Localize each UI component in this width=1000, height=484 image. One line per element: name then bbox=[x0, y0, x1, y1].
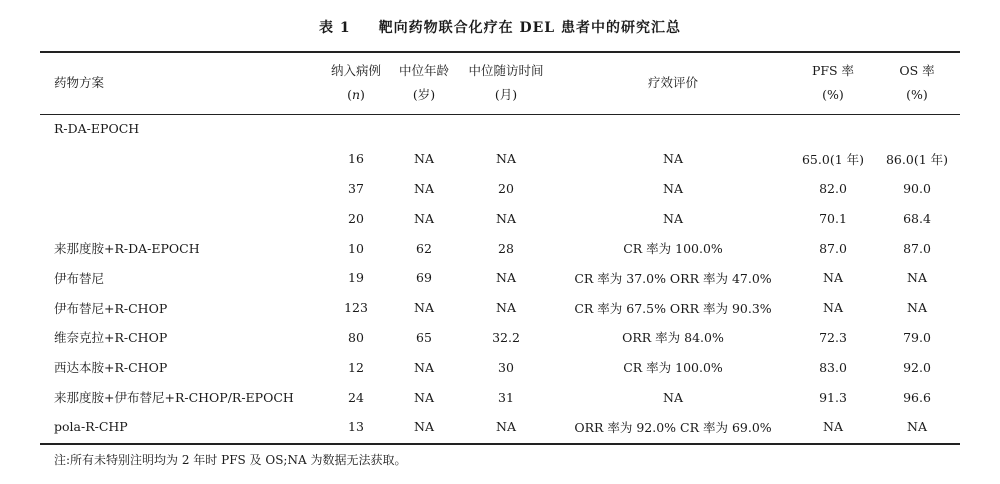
cell-pfs-rate: 83.0 bbox=[819, 359, 847, 375]
table-row bbox=[40, 174, 960, 204]
cell-pfs-rate: 91.3 bbox=[819, 389, 847, 405]
table-row bbox=[40, 293, 960, 323]
table-row bbox=[40, 263, 960, 293]
cell-cases: 37 bbox=[348, 180, 364, 196]
table-row bbox=[40, 114, 960, 144]
header-row bbox=[40, 52, 960, 114]
table-label: 表 1 bbox=[318, 20, 351, 36]
cell-pfs-rate: 70.1 bbox=[819, 210, 847, 226]
cell-regimen: R-DA-EPOCH bbox=[54, 121, 140, 137]
bottom-rule bbox=[40, 443, 960, 445]
cell-efficacy: CR 率为 100.0% bbox=[623, 241, 723, 257]
cell-median-age: NA bbox=[414, 210, 434, 226]
cell-median-followup bbox=[458, 114, 554, 144]
header-cases: 纳入病例 (n) bbox=[330, 63, 381, 102]
cell-median-followup: 20 bbox=[498, 180, 514, 196]
table-row bbox=[40, 233, 960, 263]
table-row bbox=[40, 203, 960, 233]
cell-cases: 16 bbox=[348, 151, 364, 167]
cell-os-rate: 86.0(1 年) bbox=[885, 151, 948, 167]
header-median-followup: 中位随访时间 (月) bbox=[468, 63, 544, 102]
header-efficacy: 疗效评价 bbox=[647, 75, 698, 90]
cell-median-followup: NA bbox=[496, 300, 516, 316]
cell-os-rate: 79.0 bbox=[903, 329, 931, 345]
cell-cases: 24 bbox=[348, 389, 364, 405]
cell-efficacy: NA bbox=[663, 389, 683, 405]
cell-pfs-rate: NA bbox=[823, 270, 843, 286]
cell-os-rate: 68.4 bbox=[903, 210, 931, 226]
cell-regimen: 来那度胺+伊布替尼+R-CHOP/R-EPOCH bbox=[54, 390, 294, 406]
cell-median-followup: NA bbox=[496, 210, 516, 226]
table-row bbox=[40, 323, 960, 353]
cell-efficacy: NA bbox=[663, 151, 683, 167]
cell-regimen bbox=[40, 144, 322, 174]
table-row bbox=[40, 412, 960, 442]
cell-pfs-rate: NA bbox=[823, 300, 843, 316]
cell-median-followup: 32.2 bbox=[492, 329, 520, 345]
table-row bbox=[40, 352, 960, 382]
cell-median-followup: 31 bbox=[498, 389, 514, 405]
table-footnote: 注:所有未特别注明均为 2 年时 PFS 及 OS;NA 为数据无法获取。 bbox=[54, 453, 407, 467]
cell-os-rate: 92.0 bbox=[903, 359, 931, 375]
cell-os-rate: 87.0 bbox=[903, 240, 931, 256]
cell-regimen: 维奈克拉+R-CHOP bbox=[54, 330, 168, 346]
cell-efficacy: CR 率为 100.0% bbox=[623, 360, 723, 376]
cell-cases: 13 bbox=[348, 419, 364, 435]
cell-pfs-rate bbox=[792, 114, 874, 144]
header-pfs-rate: PFS 率 (%) bbox=[811, 63, 855, 102]
table-body bbox=[40, 114, 960, 442]
cell-median-age: NA bbox=[414, 300, 434, 316]
cell-os-rate: NA bbox=[907, 300, 927, 316]
cell-cases: 12 bbox=[348, 359, 364, 375]
cell-regimen bbox=[40, 203, 322, 233]
cell-median-age: NA bbox=[414, 359, 434, 375]
cell-os-rate: 90.0 bbox=[903, 180, 931, 196]
cell-efficacy: ORR 率为 92.0% CR 率为 69.0% bbox=[574, 419, 772, 435]
cell-pfs-rate: NA bbox=[823, 419, 843, 435]
cell-regimen: 伊布替尼+R-CHOP bbox=[54, 300, 168, 316]
cell-efficacy: ORR 率为 84.0% bbox=[622, 330, 724, 346]
cell-median-age: 62 bbox=[416, 240, 432, 256]
cell-regimen: 伊布替尼 bbox=[54, 270, 105, 286]
cell-regimen bbox=[40, 174, 322, 204]
cell-os-rate: NA bbox=[907, 419, 927, 435]
cell-median-age: 69 bbox=[416, 270, 432, 286]
cell-regimen: pola-R-CHP bbox=[54, 419, 128, 435]
study-summary-table bbox=[40, 52, 960, 442]
cell-median-followup: NA bbox=[496, 270, 516, 286]
cell-pfs-rate: 87.0 bbox=[819, 240, 847, 256]
cell-os-rate: 96.6 bbox=[903, 389, 931, 405]
cell-efficacy bbox=[554, 114, 792, 144]
cell-cases: 19 bbox=[348, 270, 364, 286]
cell-efficacy: NA bbox=[663, 180, 683, 196]
cell-median-followup: 28 bbox=[498, 240, 514, 256]
cell-pfs-rate: 72.3 bbox=[819, 329, 847, 345]
cell-median-age: NA bbox=[414, 389, 434, 405]
cell-median-followup: 30 bbox=[498, 359, 514, 375]
cell-cases: 20 bbox=[348, 210, 364, 226]
cell-cases: 80 bbox=[348, 329, 364, 345]
table-row bbox=[40, 382, 960, 412]
cell-pfs-rate: 65.0(1 年) bbox=[801, 151, 864, 167]
cell-efficacy: NA bbox=[663, 210, 683, 226]
cell-efficacy: CR 率为 67.5% ORR 率为 90.3% bbox=[574, 300, 772, 316]
cell-median-followup: NA bbox=[496, 419, 516, 435]
cell-median-followup: NA bbox=[496, 151, 516, 167]
cell-os-rate bbox=[874, 114, 960, 144]
cell-median-age: 65 bbox=[416, 329, 432, 345]
cell-regimen: 来那度胺+R-DA-EPOCH bbox=[54, 241, 200, 257]
cell-os-rate: NA bbox=[907, 270, 927, 286]
cell-pfs-rate: 82.0 bbox=[819, 180, 847, 196]
table-title: 靶向药物联合化疗在 DEL 患者中的研究汇总 bbox=[378, 20, 682, 36]
cell-cases: 123 bbox=[344, 300, 368, 316]
cell-median-age: NA bbox=[414, 180, 434, 196]
table-caption bbox=[0, 17, 1000, 37]
cell-regimen: 西达本胺+R-CHOP bbox=[54, 360, 168, 376]
cell-cases: 10 bbox=[348, 240, 364, 256]
cell-efficacy: CR 率为 37.0% ORR 率为 47.0% bbox=[574, 270, 772, 286]
header-median-age: 中位年龄 (岁) bbox=[398, 63, 449, 102]
cell-median-age: NA bbox=[414, 419, 434, 435]
cell-cases bbox=[322, 114, 390, 144]
cell-median-age bbox=[390, 114, 458, 144]
table-row bbox=[40, 144, 960, 174]
cell-median-age: NA bbox=[414, 151, 434, 167]
header-regimen: 药物方案 bbox=[54, 75, 105, 90]
header-os-rate: OS 率 (%) bbox=[899, 63, 935, 102]
